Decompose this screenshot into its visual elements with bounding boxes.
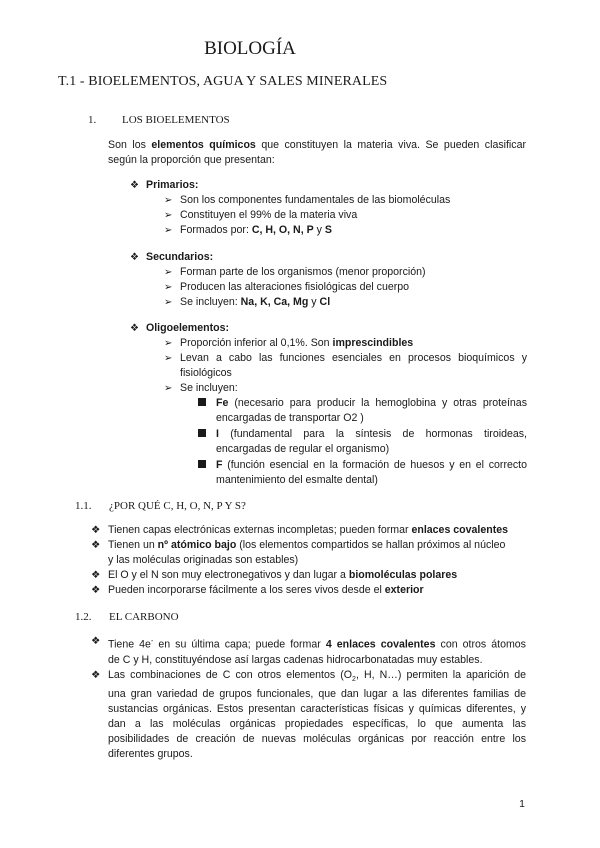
bold-text: Cl [319, 296, 331, 308]
bold-text: elementos químicos [151, 139, 256, 151]
oligo-group [130, 321, 229, 336]
list-item: Tienen un [108, 539, 158, 551]
bold-text: Fe [216, 397, 229, 409]
text: y las moléculas originadas son estables) [108, 554, 299, 566]
bold-text: imprescindibles [332, 337, 414, 349]
list-item: Levan a cabo las funciones esenciales en procesos bioquímicos y [180, 352, 527, 364]
list-item: Constituyen el 99% de la materia viva [180, 209, 358, 221]
text: de C y H, constituyéndose así largas cadenas hidrocarbonatadas muy estables. [108, 653, 483, 666]
list-item: Son los componentes fundamentales de las biomoléculas [180, 194, 451, 206]
primarios-group [130, 178, 198, 193]
text: sustancias orgánicas. Estos presentan características físicas y químicas diferentes, y [108, 702, 526, 715]
text: (los elementos compartidos se hallan próximos al núcleo [236, 539, 506, 551]
arrow-bullet-icon: ➢ [164, 267, 173, 278]
text: dan a las moléculas orgánicas propiedades específicas, lo que aumenta las [108, 717, 526, 730]
oligo-items [164, 336, 527, 396]
bold-text: C, H, O, N, P [251, 224, 314, 236]
list-item: El O y el N son muy electronegativos y dan lugar a [108, 569, 349, 581]
square-bullet-icon [198, 429, 206, 437]
text: Tiene 4e [108, 638, 151, 651]
text: Las combinaciones de C con otros elementos (O [108, 668, 353, 681]
section-number: 1.2. [75, 611, 92, 623]
list-item: Tienen capas electrónicas externas incompletas; pueden formar [108, 524, 412, 536]
arrow-bullet-icon: ➢ [164, 338, 173, 349]
bold-text: I [216, 428, 219, 440]
list-item: Forman parte de los organismos (menor proporción) [180, 266, 426, 278]
section-number: 1. [88, 114, 97, 126]
bold-text: F [216, 459, 223, 471]
text: con otros átomos [435, 638, 526, 651]
diamond-bullet-icon: ❖ [91, 539, 101, 551]
secundarios-group [130, 250, 213, 265]
secundarios-items [164, 265, 426, 310]
group-label: Oligoelementos: [146, 322, 229, 334]
text: en su última capa; puede formar [153, 638, 326, 651]
list-item: Pueden incorporarse fácilmente a los seres vivos desde el [108, 584, 385, 596]
intro-paragraph [108, 138, 526, 168]
text: (fundamental para la síntesis de hormonas tiroideas, [218, 428, 527, 440]
text: mantenimiento del esmalte dental) [216, 474, 378, 486]
section-number: 1.1. [75, 500, 92, 512]
text: Son los [108, 139, 152, 151]
arrow-bullet-icon: ➢ [164, 195, 173, 206]
diamond-bullet-icon: ❖ [91, 668, 101, 681]
section-1-heading [88, 114, 230, 126]
oligo-subitems [198, 396, 527, 488]
group-label: Primarios: [146, 179, 199, 191]
text: (necesario para producir la hemoglobina y otras proteínas [228, 397, 527, 409]
bold-text: enlaces covalentes [411, 524, 509, 536]
arrow-bullet-icon: ➢ [164, 353, 173, 364]
section-1-2-heading [75, 611, 179, 623]
bold-text: nº atómico bajo [157, 539, 237, 551]
text: posibilidades de creación de nuevas moléculas orgánicas por reacción entre los [108, 732, 526, 745]
group-label: Secundarios: [146, 251, 214, 263]
diamond-bullet-icon: ❖ [91, 569, 101, 581]
bold-text: Na, K, Ca, Mg [240, 296, 309, 308]
section-title: LOS BIOELEMENTOS [122, 114, 230, 126]
section-title: EL CARBONO [109, 611, 179, 623]
list-item: Proporción inferior al 0,1%. Son [180, 337, 333, 349]
square-bullet-icon [198, 460, 206, 468]
page-title: BIOLOGÍA [204, 38, 296, 59]
diamond-bullet-icon: ❖ [130, 180, 139, 191]
bold-text: S [324, 224, 332, 236]
list-item: Producen las alteraciones fisiológicas del cuerpo [180, 281, 410, 293]
diamond-bullet-icon: ❖ [130, 252, 139, 263]
arrow-bullet-icon: ➢ [164, 282, 173, 293]
primarios-items [164, 193, 450, 238]
section-1-2-list [91, 634, 526, 762]
arrow-bullet-icon: ➢ [164, 383, 173, 394]
square-bullet-icon [198, 398, 206, 406]
arrow-bullet-icon: ➢ [164, 210, 173, 221]
text: encargadas de transportar O2 ) [216, 412, 364, 424]
text: y [308, 296, 320, 308]
arrow-bullet-icon: ➢ [164, 297, 173, 308]
text: encargadas de regular el organismo) [216, 443, 390, 455]
text: que constituyen la materia viva. Se pueden clasificar [255, 139, 526, 151]
section-1-1-list [91, 523, 528, 598]
bold-text: 4 enlaces covalentes [325, 638, 436, 651]
page-number: 1 [519, 798, 525, 810]
text: , H, N…) permiten la aparición de [355, 668, 526, 681]
subscript: 2 [352, 675, 356, 683]
diamond-bullet-icon: ❖ [91, 524, 101, 536]
section-1-1-heading [75, 500, 246, 512]
diamond-bullet-icon: ❖ [91, 635, 101, 647]
bold-text: exterior [384, 584, 424, 596]
arrow-bullet-icon: ➢ [164, 225, 173, 236]
bold-text: biomoléculas polares [348, 569, 458, 581]
superscript: - [150, 638, 154, 645]
unit-subtitle: T.1 - BIOELEMENTOS, AGUA Y SALES MINERALES [58, 74, 388, 89]
text: según la proporción que presentan: [108, 154, 275, 166]
text: una gran variedad de grupos funcionales, que dan lugar a las diferentes familias de [108, 687, 526, 700]
text: (función esencial en la formación de huesos y en el correcto [222, 459, 527, 471]
section-title: ¿POR QUÉ C, H, O, N, P Y S? [109, 500, 246, 512]
diamond-bullet-icon: ❖ [91, 584, 101, 596]
list-item: Se incluyen: [180, 296, 241, 308]
text: fisiológicos [180, 367, 232, 379]
text: diferentes grupos. [108, 747, 193, 760]
list-item: Formados por: [180, 224, 252, 236]
list-item: Se incluyen: [180, 382, 238, 394]
text: y [313, 224, 325, 236]
diamond-bullet-icon: ❖ [130, 323, 139, 334]
